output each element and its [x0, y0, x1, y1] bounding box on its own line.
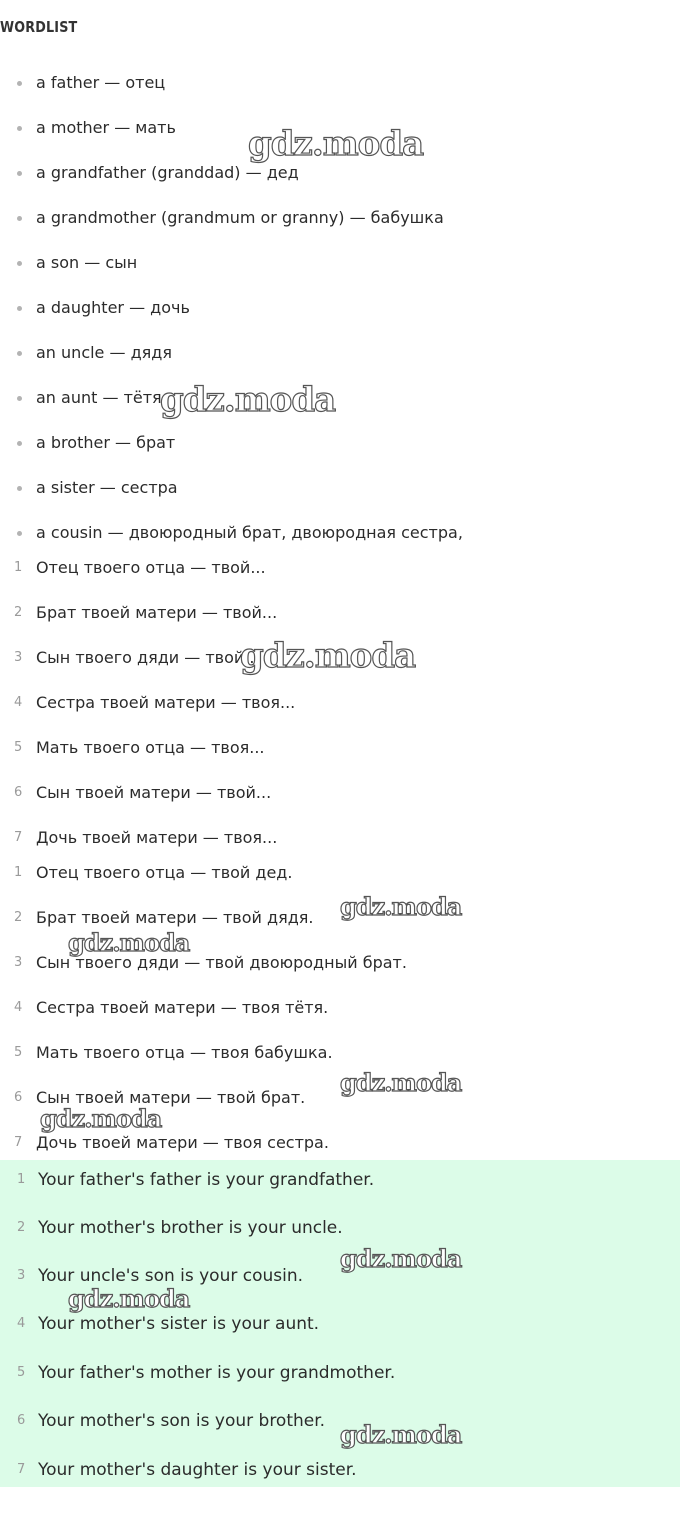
watermark: gdz.moda	[340, 1068, 462, 1097]
watermark: gdz.moda	[340, 1244, 462, 1273]
word-entry: a son — сын	[36, 253, 138, 272]
answer-text: Your mother's brother is your uncle.	[38, 1218, 343, 1238]
list-item	[0, 1086, 680, 1110]
bullet-icon	[17, 216, 22, 221]
item-number: 5	[14, 1045, 23, 1060]
watermark: gdz.moda	[240, 636, 416, 676]
list-item	[0, 341, 680, 365]
item-number: 1	[14, 560, 23, 575]
wordlist-heading: WORDLIST	[0, 18, 78, 36]
item-number: 2	[14, 605, 23, 620]
translation-text: Отец твоего отца — твой дед.	[36, 863, 293, 882]
word-entry: an aunt — тётя	[36, 388, 162, 407]
list-item	[0, 1312, 680, 1336]
answer-text: Your uncle's son is your cousin.	[38, 1266, 304, 1286]
item-number: 4	[17, 1316, 26, 1331]
bullet-icon	[17, 306, 22, 311]
item-number: 6	[17, 1413, 26, 1428]
question-text: Брат твоей матери — твой...	[36, 603, 278, 622]
list-item	[0, 951, 680, 975]
item-number: 3	[14, 650, 23, 665]
list-item	[0, 1131, 680, 1155]
translation-text: Сын твоей матери — твой брат.	[36, 1088, 306, 1107]
item-number: 2	[17, 1220, 26, 1235]
list-item	[0, 1361, 680, 1385]
list-item	[0, 431, 680, 455]
list-item	[0, 646, 680, 670]
item-number: 5	[17, 1365, 26, 1380]
item-number: 2	[14, 910, 23, 925]
question-text: Сын твоей матери — твой...	[36, 783, 272, 802]
watermark: gdz.moda	[248, 124, 424, 164]
list-item	[0, 736, 680, 760]
bullet-icon	[17, 531, 22, 536]
word-entry: a cousin — двоюродный брат, двоюродная сестра,	[36, 523, 463, 542]
item-number: 6	[14, 785, 23, 800]
item-number: 5	[14, 740, 23, 755]
answer-text: Your father's father is your grandfather.	[38, 1170, 375, 1190]
item-number: 1	[17, 1172, 26, 1187]
translation-text: Брат твоей матери — твой дядя.	[36, 908, 314, 927]
word-entry: a sister — сестра	[36, 478, 178, 497]
question-text: Мать твоего отца — твоя...	[36, 738, 265, 757]
word-entry: a daughter — дочь	[36, 298, 190, 317]
list-item	[0, 781, 680, 805]
answer-text: Your mother's daughter is your sister.	[38, 1460, 357, 1480]
list-item	[0, 601, 680, 625]
bullet-icon	[17, 171, 22, 176]
item-number: 3	[14, 955, 23, 970]
question-text: Дочь твоей матери — твоя...	[36, 828, 278, 847]
list-item	[0, 826, 680, 850]
list-item	[0, 386, 680, 410]
word-entry: a mother — мать	[36, 118, 176, 137]
list-item	[0, 296, 680, 320]
item-number: 7	[17, 1462, 26, 1477]
watermark: gdz.moda	[340, 892, 462, 921]
bullet-icon	[17, 351, 22, 356]
watermark: gdz.moda	[40, 1104, 162, 1133]
word-entry: a brother — брат	[36, 433, 176, 452]
list-item	[0, 1041, 680, 1065]
watermark: gdz.moda	[68, 928, 190, 957]
word-entry: a grandfather (granddad) — дед	[36, 163, 299, 182]
list-item	[0, 691, 680, 715]
question-text: Отец твоего отца — твой...	[36, 558, 266, 577]
bullet-icon	[17, 261, 22, 266]
list-item	[0, 996, 680, 1020]
list-item	[0, 556, 680, 580]
answer-text: Your mother's sister is your aunt.	[38, 1314, 320, 1334]
list-item	[0, 521, 680, 545]
bullet-icon	[17, 396, 22, 401]
question-text: Сестра твоей матери — твоя...	[36, 693, 296, 712]
watermark: gdz.moda	[160, 380, 336, 420]
list-item	[0, 206, 680, 230]
question-text: Сын твоего дяди — твой...	[36, 648, 260, 667]
list-item	[0, 1264, 680, 1288]
list-item	[0, 476, 680, 500]
list-item	[0, 251, 680, 275]
bullet-icon	[17, 81, 22, 86]
item-number: 4	[14, 695, 23, 710]
answer-text: Your mother's son is your brother.	[38, 1411, 326, 1431]
list-item	[0, 116, 680, 140]
watermark: gdz.moda	[68, 1284, 190, 1313]
watermark: gdz.moda	[340, 1420, 462, 1449]
word-entry: an uncle — дядя	[36, 343, 172, 362]
word-entry: a father — отец	[36, 73, 166, 92]
list-item	[0, 1458, 680, 1482]
list-item	[0, 1409, 680, 1433]
list-item	[0, 161, 680, 185]
list-item	[0, 861, 680, 885]
translation-text: Дочь твоей матери — твоя сестра.	[36, 1133, 329, 1152]
translation-text: Сестра твоей матери — твоя тётя.	[36, 998, 329, 1017]
list-item	[0, 71, 680, 95]
list-item	[0, 906, 680, 930]
item-number: 1	[14, 865, 23, 880]
word-entry: a grandmother (grandmum or granny) — бабушка	[36, 208, 444, 227]
bullet-icon	[17, 126, 22, 131]
list-item	[0, 1168, 680, 1192]
bullet-icon	[17, 486, 22, 491]
list-item	[0, 1216, 680, 1240]
item-number: 7	[14, 830, 23, 845]
item-number: 3	[17, 1268, 26, 1283]
answers-panel	[0, 1160, 680, 1487]
bullet-icon	[17, 441, 22, 446]
answer-text: Your father's mother is your grandmother.	[38, 1363, 396, 1383]
item-number: 6	[14, 1090, 23, 1105]
translation-text: Мать твоего отца — твоя бабушка.	[36, 1043, 333, 1062]
item-number: 4	[14, 1000, 23, 1015]
translation-text: Сын твоего дяди — твой двоюродный брат.	[36, 953, 407, 972]
item-number: 7	[14, 1135, 23, 1150]
